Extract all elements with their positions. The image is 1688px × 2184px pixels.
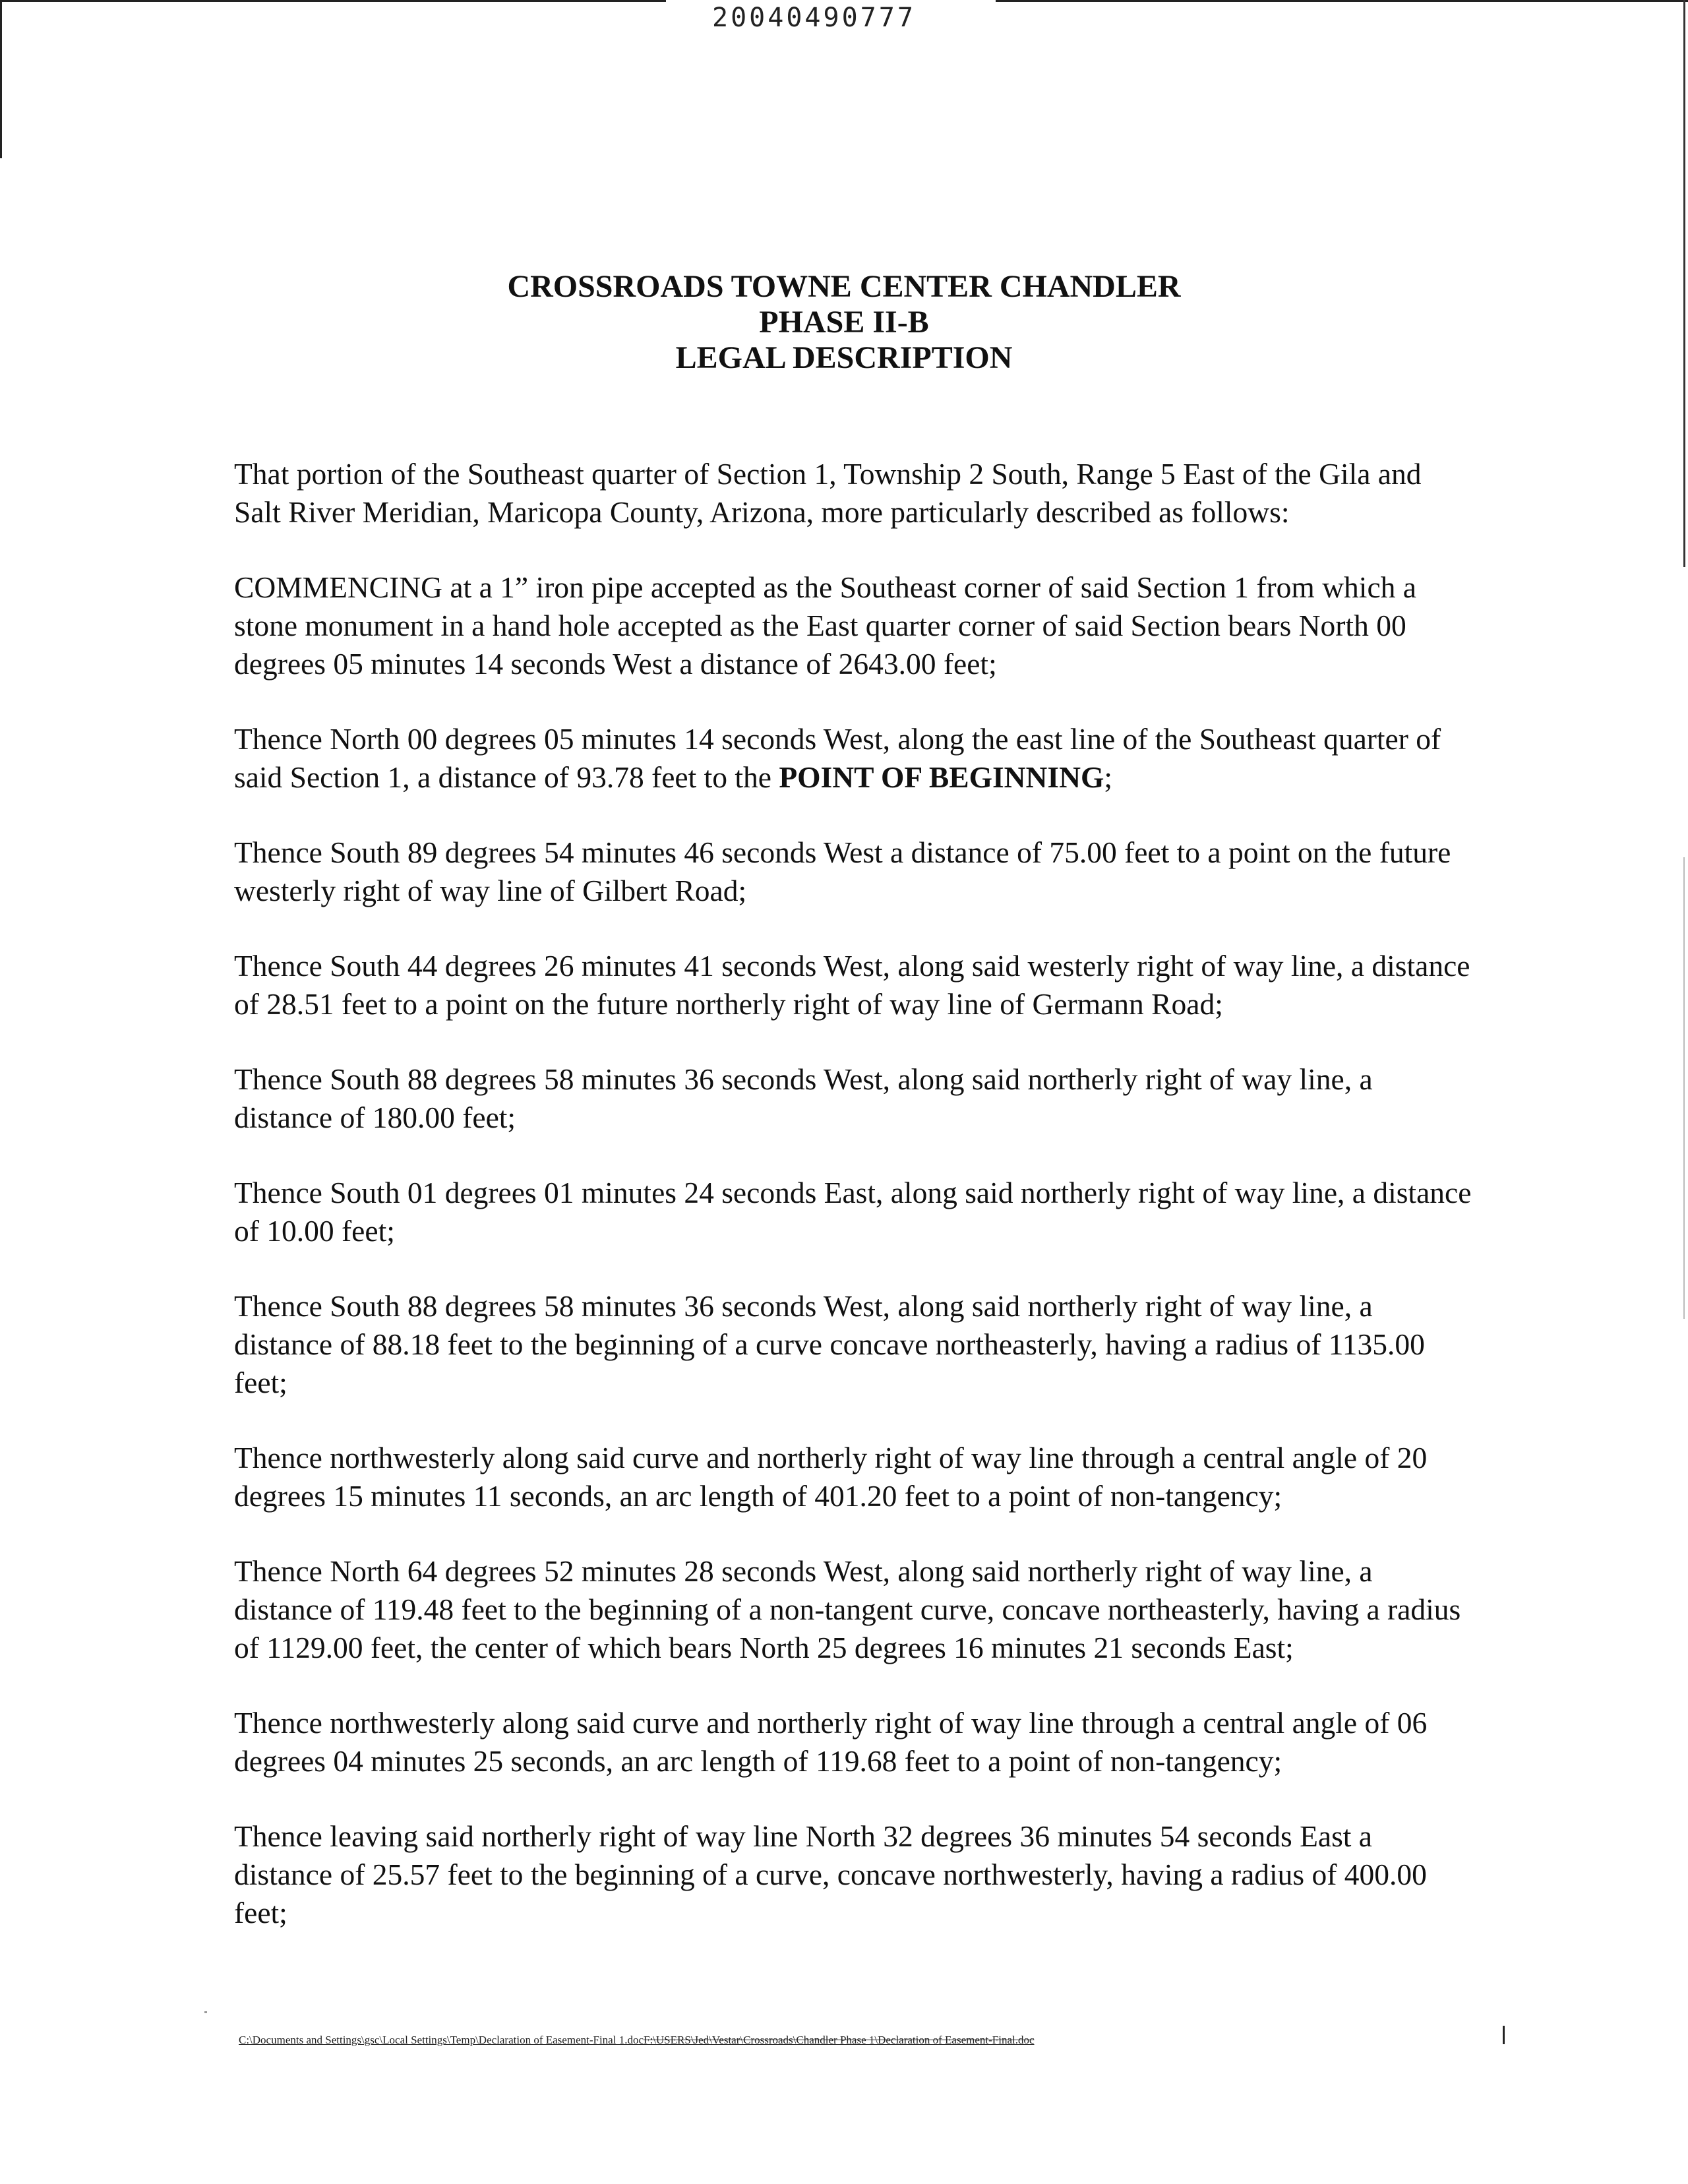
paragraph: Thence South 01 degrees 01 minutes 24 seconds East, along said northerly right of way line, a distance of 10.00 feet; — [234, 1176, 1472, 1248]
paragraph: COMMENCING at a 1” iron pipe accepted as the Southeast corner of said Section 1 from which a stone monument in a hand hole accepted as the East quarter corner of said Section bears North 00 degrees 05 minutes 14 seconds West a distance of 2643.00 feet; — [234, 570, 1416, 681]
footer-path-struck: F:\USERS\Jed\Vestar\Crossroads\Chandler Phase 1\Declaration of Easement-Final.doc — [643, 2034, 1035, 2046]
paragraph: That portion of the Southeast quarter of Section 1, Township 2 South, Range 5 East of the Gila and Salt River Meridian, Maricopa County, Arizona, more particularly described as follows: — [234, 457, 1422, 529]
paragraph — [234, 720, 1474, 797]
title-line-2: PHASE II-B — [759, 305, 929, 340]
title-line-3: LEGAL DESCRIPTION — [675, 340, 1013, 375]
paragraph: Thence North 64 degrees 52 minutes 28 seconds West, along said northerly right of way line, a distance of 119.48 feet to the beginning of a non-tangent curve, concave northeasterly, having a radius of 1129.00 feet, the center of which bears North 25 degrees 16 minutes 21 seconds East; — [234, 1554, 1461, 1664]
footer-path-current: C:\Documents and Settings\gsc\Local Settings\Temp\Declaration of Easement-Final 1.doc — [239, 2034, 644, 2046]
paragraph: Thence leaving said northerly right of way line North 32 degrees 36 minutes 54 seconds East a distance of 25.57 feet to the beginning of a curve, concave northwesterly, having a radius of 400.00 feet; — [234, 1819, 1427, 1929]
page-mark — [1503, 2026, 1505, 2044]
paragraph: Thence South 44 degrees 26 minutes 41 seconds West, along said westerly right of way line, a distance of 28.51 feet to a point on the future northerly right of way line of Germann Road; — [234, 949, 1470, 1021]
footer-file-path — [239, 2034, 1035, 2047]
paragraph: Thence northwesterly along said curve and northerly right of way line through a central angle of 06 degrees 04 minutes 25 seconds, an arc length of 119.68 feet to a point of non-tangency; — [234, 1706, 1428, 1778]
paragraph: Thence South 88 degrees 58 minutes 36 seconds West, along said northerly right of way line, a distance of 88.18 feet to the beginning of a curve concave northeasterly, having a radius of 1135.00 feet; — [234, 1289, 1425, 1399]
paragraph: Thence South 88 degrees 58 minutes 36 seconds West, along said northerly right of way line, a distance of 180.00 feet; — [234, 1062, 1373, 1134]
paragraph: Thence northwesterly along said curve and northerly right of way line through a central angle of 20 degrees 15 minutes 11 seconds, an arc length of 401.20 feet to a point of non-tangency; — [234, 1441, 1428, 1513]
point-of-beginning: POINT OF BEGINNING — [779, 760, 1104, 794]
paragraph-text: ; — [1104, 760, 1113, 794]
top-border-left — [0, 0, 666, 2]
top-border-right — [996, 0, 1688, 2]
paragraph: Thence South 89 degrees 54 minutes 46 seconds West a distance of 75.00 feet to a point on the future westerly right of way line of Gilbert Road; — [234, 835, 1451, 907]
legal-description-body — [234, 455, 1474, 1969]
left-scan-edge — [0, 0, 2, 158]
right-scan-edge-faint — [1683, 857, 1685, 1319]
paragraph-text: Thence North 00 degrees 05 minutes 14 seconds West, along the east line of the Southeast quarter of said Section 1, a distance of 93.78 feet to the — [234, 722, 1441, 794]
title-block — [0, 269, 1688, 376]
scan-speck — [204, 2011, 207, 2013]
document-number: 20040490777 — [712, 3, 916, 33]
title-line-1: CROSSROADS TOWNE CENTER CHANDLER — [507, 269, 1181, 304]
